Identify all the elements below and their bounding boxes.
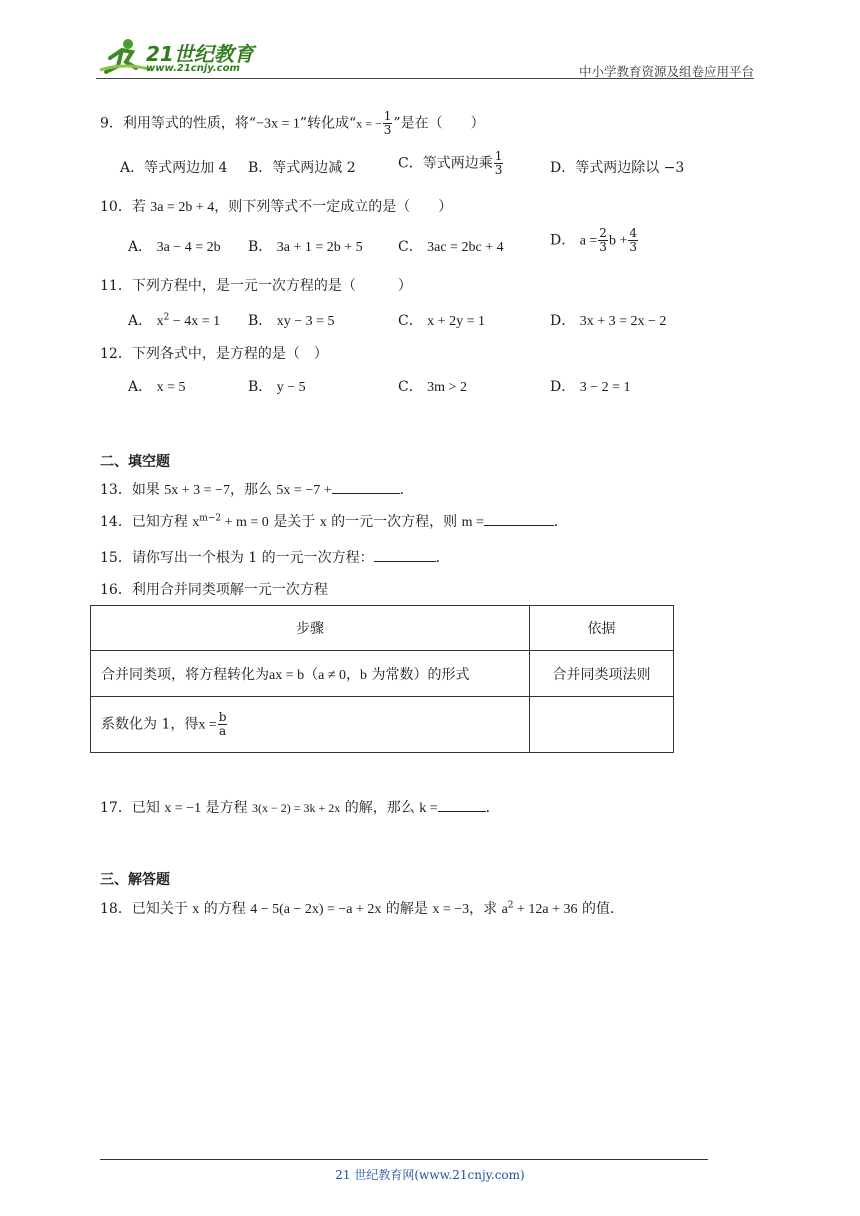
- q9-text-pre: 利用等式的性质，将“: [122, 115, 257, 132]
- q11-number: 11．: [100, 278, 132, 294]
- q10-option-a: A． 3a − 4 = 2b: [128, 239, 221, 255]
- question-12: [100, 343, 328, 363]
- q10-text-pre: 若: [131, 199, 151, 215]
- q9-option-c: [398, 150, 504, 177]
- solution-steps-table: [90, 605, 674, 753]
- q9-number: 9．: [100, 115, 123, 132]
- q9-text-post: ”是在（ ）: [393, 115, 485, 132]
- q9-option-c-fraction: $\frac{1}{3}$: [494, 149, 503, 177]
- basis-answer-cell[interactable]: [530, 697, 674, 753]
- q17-answer-blank[interactable]: [438, 797, 486, 812]
- logo-url: www.21cnjy.com: [146, 63, 240, 74]
- footer-link[interactable]: 21 世纪教育网(www.21cnjy.com): [335, 1168, 525, 1182]
- q12-text: 下列各式中，是方程的是（ ）: [131, 346, 328, 362]
- site-logo: [96, 36, 266, 78]
- q10-d-fraction-2: $\frac{4}{3}$: [629, 226, 637, 254]
- question-13: 13．如果 5x + 3 = −7，那么 5x = −7 + ．: [100, 479, 414, 499]
- q9-equation-1: −3x = 1: [256, 116, 300, 132]
- q10-option-d: D． a = $\frac{2}{3}$ b + $\frac{4}{3}$: [550, 226, 637, 254]
- section-solve-heading: 三、解答题: [100, 872, 170, 888]
- q10-text-post: ，则下列等式不一定成立的是（ ）: [214, 199, 453, 215]
- question-11: [100, 275, 412, 295]
- q10-d-fraction-1: $\frac{2}{3}$: [599, 226, 607, 254]
- header-divider: [96, 78, 754, 79]
- question-15: 15．请你写出一个根为 1 的一元一次方程： ．: [100, 547, 450, 567]
- question-18: 18．已知关于 x 的方程 4 − 5(a − 2x) = −a + 2x 的解是 x = −3，求 $a^2 + 12a + 36$ 的值．: [100, 900, 624, 917]
- q11-option-c: C． x + 2y = 1: [398, 313, 485, 329]
- question-16: 16．利用合并同类项解一元一次方程: [100, 582, 328, 598]
- q10-option-c: C． 3ac = 2bc + 4: [398, 239, 504, 255]
- q12-option-d: D． 3 − 2 = 1: [550, 379, 631, 395]
- q12-number: 12．: [100, 346, 132, 362]
- q10-option-b: B． 3a + 1 = 2b + 5: [248, 239, 363, 255]
- step-fraction: $\frac{b}{a}$: [218, 710, 227, 738]
- q11-text: 下列方程中，是一元一次方程的是（ ）: [131, 278, 412, 294]
- question-10: [100, 196, 452, 216]
- table-row: [91, 697, 674, 753]
- table-row: [91, 651, 674, 697]
- footer-divider: [100, 1159, 708, 1160]
- q9-equation-2: x = −: [356, 116, 382, 131]
- q10-number: 10．: [100, 199, 132, 215]
- q10-equation: 3a = 2b + 4: [150, 200, 215, 215]
- header-platform-name: 中小学教育资源及组卷应用平台: [578, 64, 754, 79]
- q11-option-b: B． xy − 3 = 5: [248, 313, 335, 329]
- q11-option-d: D． 3x + 3 = 2x − 2: [550, 313, 667, 329]
- header-basis: 依据: [530, 606, 674, 651]
- step-coefficient-to-one: 系数化为 1，得x = $\frac{b}{a}$: [91, 697, 530, 753]
- step-combine-like-terms: 合并同类项，将方程转化为ax = b（a ≠ 0，b 为常数）的形式: [91, 651, 530, 697]
- header-steps: 步骤: [91, 606, 530, 651]
- table-header-row: [91, 606, 674, 651]
- q9-option-a: A．等式两边加 4: [120, 160, 228, 176]
- question-17: 17．已知 x = −1 是方程 3(x − 2) = 3k + 2x 的解，那么 k = ．: [100, 797, 500, 817]
- q9-text-mid: ”转化成“: [299, 115, 357, 132]
- q12-option-a: A． x = 5: [128, 379, 186, 395]
- question-9: [100, 110, 485, 137]
- q14-answer-blank[interactable]: [484, 511, 554, 526]
- question-14: 14．已知方程 $x^{m-2} + m = 0$ 是关于 x 的一元一次方程，则 m = ．: [100, 511, 568, 531]
- q12-option-c: C． 3m > 2: [398, 379, 467, 395]
- q9-option-c-text: C．等式两边乘: [398, 155, 493, 172]
- q11-option-a: A． $x^2 - 4x = 1$: [128, 312, 221, 329]
- q15-answer-blank[interactable]: [374, 547, 436, 562]
- basis-combine-like-terms: 合并同类项法则: [530, 651, 674, 697]
- section-fill-in-heading: 二、填空题: [100, 454, 170, 470]
- logo-title: 21世纪教育: [146, 42, 254, 66]
- q9-fraction: $\frac{1}{3}$: [383, 109, 392, 137]
- q13-answer-blank[interactable]: [332, 479, 400, 494]
- q12-option-b: B． y − 5: [248, 379, 306, 395]
- q9-option-d: D．等式两边除以 −3: [550, 160, 685, 176]
- q9-option-b: B．等式两边减 2: [248, 160, 356, 176]
